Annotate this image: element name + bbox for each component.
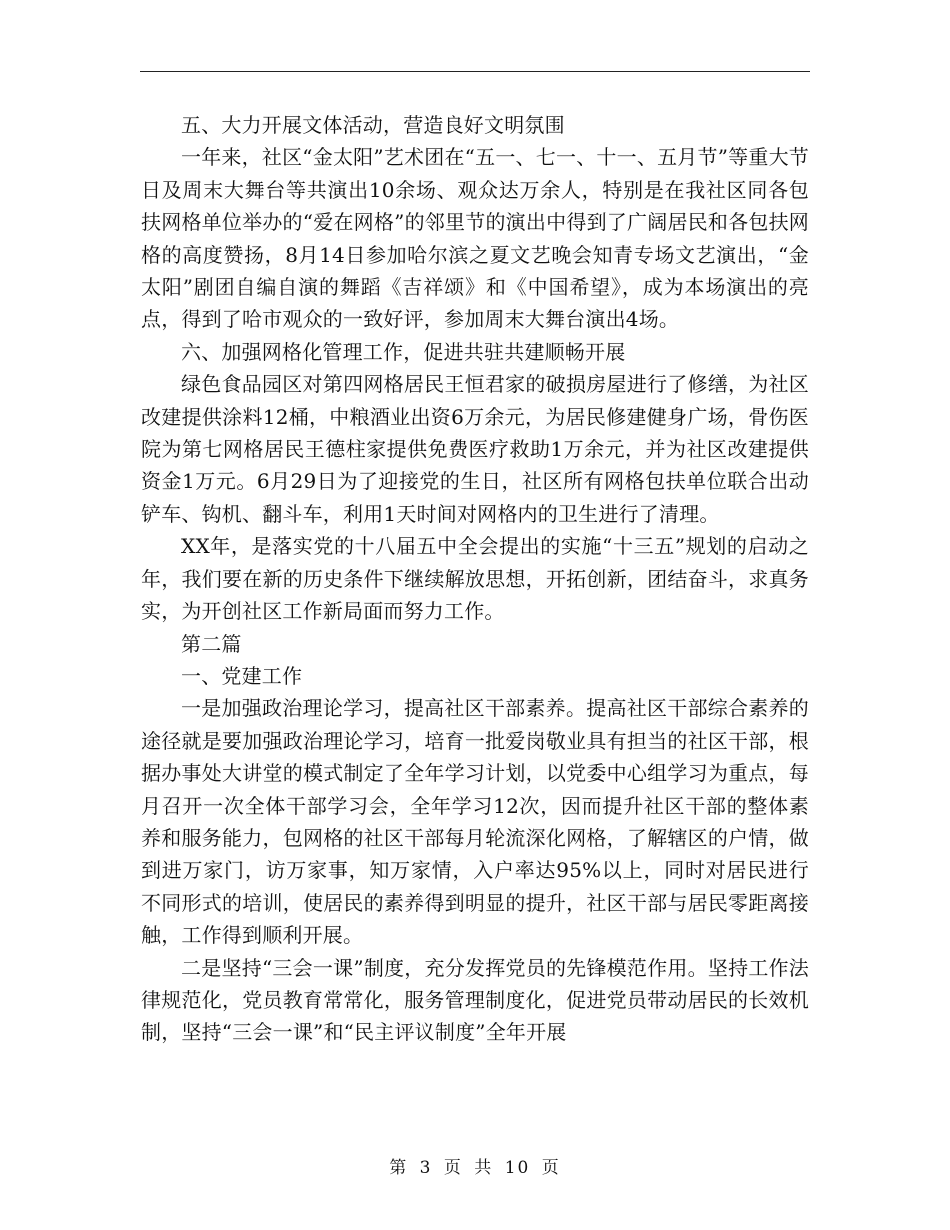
document-body xyxy=(141,109,809,1049)
section-heading-five: 五、大力开展文体活动，营造良好文明氛围 xyxy=(181,113,565,137)
paragraph-political-study: 一是加强政治理论学习，提高社区干部素养。提高社区干部综合素养的途径就是要加强政治理论学习，培育一批爱岗敬业具有担当的社区干部，根据办事处大讲堂的模式制定了全年学习计划，以党委中心组学习为重点，每月召开一次全体干部学习会，全年学习12次，因而提升社区干部的整体素养和服务能力，包网格的社区干部每月轮流深化网格，了解辖区的户情，做到进万家门，访万家事，知万家情，入户率达95%以上，同时对居民进行不同形式的培训，使居民的素养得到明显的提升，社区干部与居民零距离接触，工作得到顺利开展。 xyxy=(141,696,809,948)
paragraph-xx-year: XX年，是落实党的十八届五中全会提出的实施“十三五”规划的启动之年，我们要在新的历史条件下继续解放思想，开拓创新，团结奋斗，求真务实，为开创社区工作新局面而努力工作。 xyxy=(141,534,809,624)
paragraph-arts-troupe: 一年来，社区“金太阳”艺术团在“五一、七一、十一、五月节”等重大节日及周末大舞台等共演出10余场、观众达万余人，特别是在我社区同各包扶网格单位举办的“爱在网格”的邻里节的演出中得到了广阔居民和各包扶网格的高度赞扬，8月14日参加哈尔滨之夏文艺晚会知青专场文艺演出，“金太阳”剧团自编自演的舞蹈《吉祥颂》和《中国希望》，成为本场演出的亮点，得到了哈市观众的一致好评，参加周末大舞台演出4场。 xyxy=(141,145,809,332)
section-heading-six: 六、加强网格化管理工作，促进共驻共建顺畅开展 xyxy=(181,339,626,364)
page-number-footer: 第 3 页 共 10 页 xyxy=(389,1158,561,1178)
section-heading-part-two: 第二篇 xyxy=(181,631,242,656)
paragraph-grid-management: 绿色食品园区对第四网格居民王恒君家的破损房屋进行了修缮，为社区改建提供涂料12桶，中粮酒业出资6万余元，为居民修建健身广场，骨伤医院为第七网格居民王德柱家提供免费医疗救助1万余元，并为社区改建提供资金1万元。6月29日为了迎接党的生日，社区所有网格包扶单位联合出动铲车、钩机、翻斗车，利用1天时间对网格内的卫生进行了清理。 xyxy=(141,372,809,526)
paragraph-three-meetings: 二是坚持“三会一课”制度，充分发挥党员的先锋模范作用。坚持工作法律规范化，党员教育常常化，服务管理制度化，促进党员带动居民的长效机制，坚持“三会一课”和“民主评议制度”全年开展 xyxy=(141,955,809,1045)
section-heading-party-building: 一、党建工作 xyxy=(181,663,303,688)
header-rule xyxy=(140,71,810,72)
